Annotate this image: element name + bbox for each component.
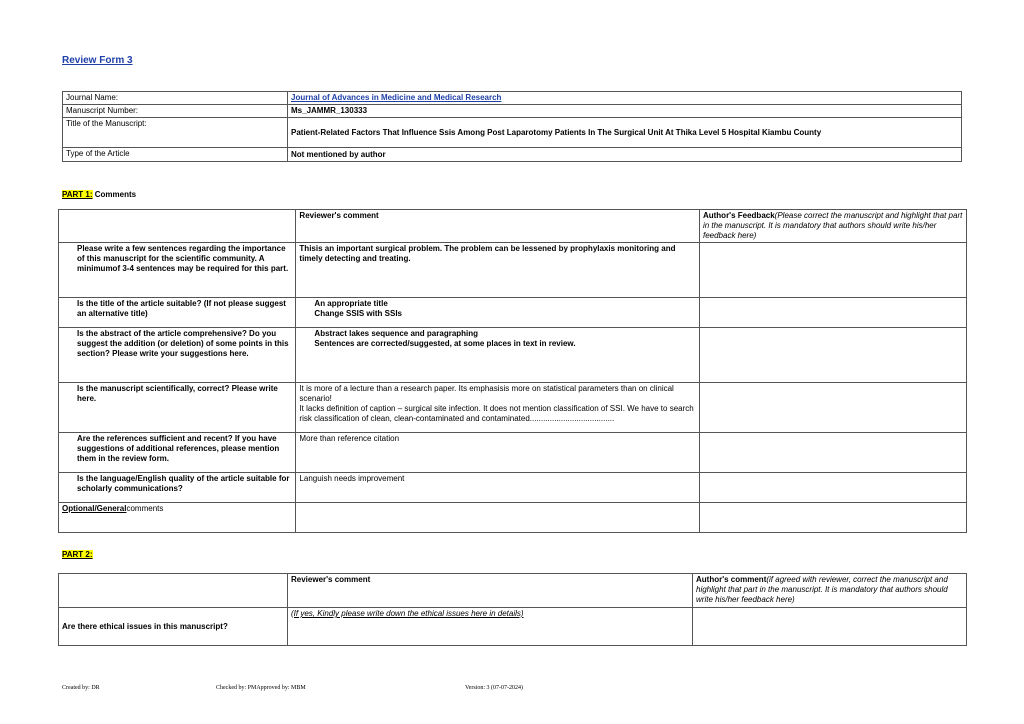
manuscript-title-value: Patient-Related Factors That Influence Ssis Among Post Laparotomy Patients In The Surgical Unit At Thika Level 5 Hospital Kiambu County — [288, 118, 962, 148]
comment-line: Sentences are corrected/suggested, at some places in text in review. — [314, 339, 576, 348]
part2-ethics-table — [58, 573, 967, 646]
article-type-value: Not mentioned by author — [288, 148, 962, 162]
comment-importance: Thisis an important surgical problem. The problem can be lessened by prophylaxis monitoring and timely detecting and treating. — [296, 243, 700, 298]
part1-header-blank — [59, 210, 296, 243]
comment-ethics: (If yes, Kindly please write down the ethical issues here in details) — [288, 608, 693, 646]
part1-author-header — [699, 210, 966, 243]
comment-optional[interactable] — [296, 503, 700, 533]
question-scientific: Is the manuscript scientifically, correct? Please write here. — [59, 383, 296, 433]
feedback-abstract[interactable] — [699, 328, 966, 383]
manuscript-title-label: Title of the Manuscript: — [63, 118, 288, 148]
comment-references: More than reference citation — [296, 433, 700, 473]
manuscript-number-value: Ms_JAMMR_130333 — [288, 105, 962, 118]
form-title: Review Form 3 — [62, 55, 133, 66]
optional-general-label-a: Optional/General — [62, 504, 127, 513]
feedback-references[interactable] — [699, 433, 966, 473]
comment-language: Languish needs improvement — [296, 473, 700, 503]
comment-title — [296, 298, 700, 328]
comment-line: It is more of a lecture than a research paper. Its emphasisis more on statistical parameters than on clinical scenario! — [299, 384, 674, 403]
part1-label: PART 1: — [62, 190, 93, 199]
question-references: Are the references sufficient and recent? If you have suggestions of additional references, please mention them in the review form. — [59, 433, 296, 473]
part1-reviewer-header: Reviewer's comment — [296, 210, 700, 243]
comment-abstract — [296, 328, 700, 383]
question-ethics: Are there ethical issues in this manuscript? — [59, 608, 288, 646]
part1-label-suffix: Comments — [92, 190, 137, 199]
optional-general-label — [59, 503, 296, 533]
feedback-optional[interactable] — [699, 503, 966, 533]
feedback-language[interactable] — [699, 473, 966, 503]
part2-author-header-bold: Author's comment — [696, 575, 767, 584]
part2-author-header — [693, 574, 967, 608]
feedback-ethics[interactable] — [693, 608, 967, 646]
part2-heading — [62, 550, 93, 559]
part1-comments-table — [58, 209, 967, 533]
journal-link[interactable]: Journal of Advances in Medicine and Medical Research — [291, 93, 502, 102]
footer-version: Version: 3 (07-07-2024) — [465, 685, 523, 691]
optional-general-label-b: comments — [126, 504, 164, 513]
comment-scientific — [296, 383, 700, 433]
manuscript-info-table — [62, 91, 962, 162]
article-type-label: Type of the Article — [63, 148, 288, 162]
comment-line: Change SSIS with SSIs — [314, 309, 402, 318]
footer-created: Created by: DR — [62, 685, 100, 691]
footer-checked: Checked by: PMApproved by: MBM — [216, 685, 306, 691]
comment-line: An appropriate title — [314, 299, 388, 308]
question-language: Is the language/English quality of the article suitable for scholarly communications? — [59, 473, 296, 503]
part2-author-header-italic: (if agreed with reviewer, correct the manuscript and highlight that part in the manuscript. It is mandatory that authors should write his/her feedback here) — [696, 575, 948, 604]
part2-header-blank — [59, 574, 288, 608]
part2-reviewer-header: Reviewer's comment — [288, 574, 693, 608]
part1-author-header-bold: Author's Feedback — [702, 211, 775, 220]
journal-name-label: Journal Name: — [63, 92, 288, 105]
part1-heading — [62, 190, 136, 199]
comment-line: It lacks definition of caption – surgical site infection. It does not mention classification of SSI. We have to search risk classification of clean, clean-contaminated and contaminated...................................... — [299, 404, 694, 423]
part2-label: PART 2: — [62, 550, 93, 559]
question-title: Is the title of the article suitable? (If not please suggest an alternative title) — [59, 298, 296, 328]
feedback-scientific[interactable] — [699, 383, 966, 433]
manuscript-number-label: Manuscript Number: — [63, 105, 288, 118]
question-abstract: Is the abstract of the article comprehensive? Do you suggest the addition (or deletion) of some points in this section? Please write your suggestions here. — [59, 328, 296, 383]
part1-author-header-italic: (Please correct the manuscript and highlight that part in the manuscript. It is mandatory that authors should write his/her feedback here) — [702, 211, 963, 240]
journal-name-value[interactable] — [288, 92, 962, 105]
comment-line: Abstract lakes sequence and paragraphing — [314, 329, 479, 338]
question-importance: Please write a few sentences regarding the importance of this manuscript for the scientific community. A minimumof 3-4 sentences may be required for this part. — [59, 243, 296, 298]
feedback-importance[interactable] — [699, 243, 966, 298]
feedback-title[interactable] — [699, 298, 966, 328]
